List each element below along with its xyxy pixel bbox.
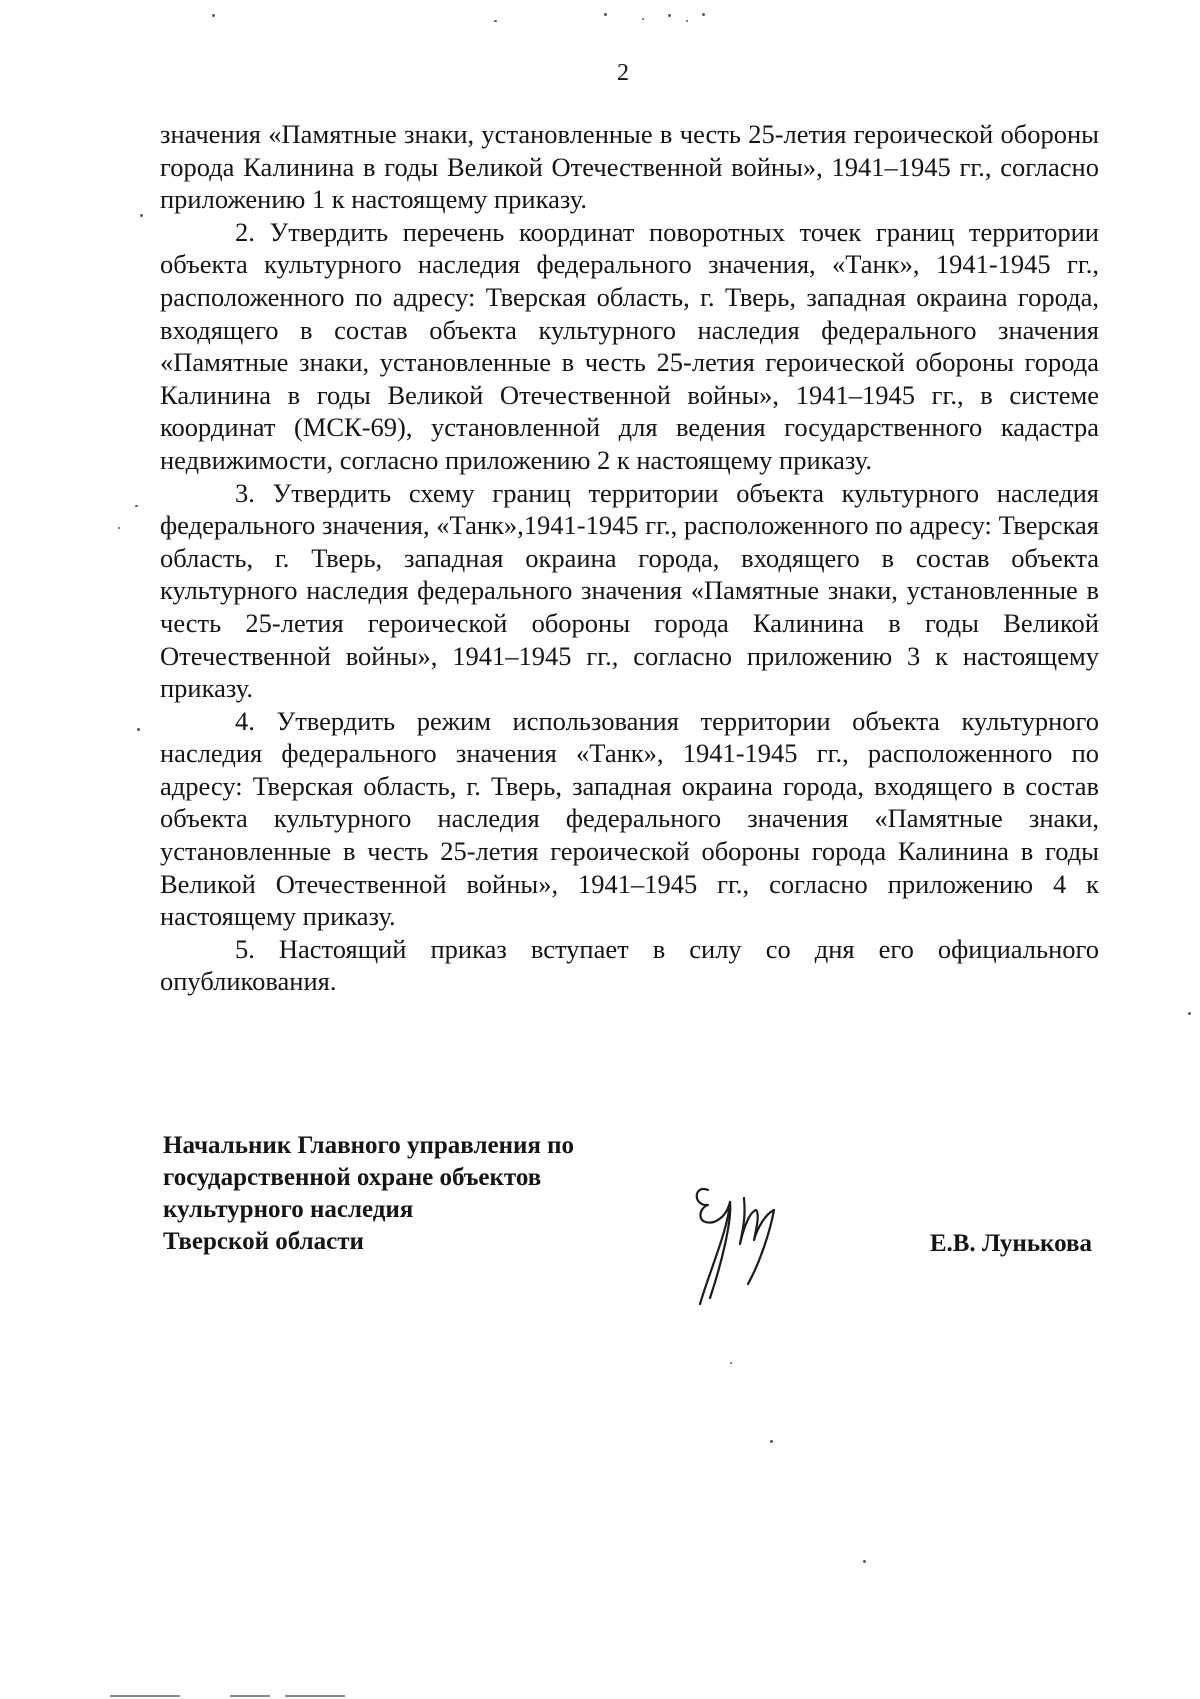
signatory-position-line: Тверской области <box>163 1228 364 1255</box>
scan-edge-mark <box>285 1695 345 1697</box>
paragraph-5: 5. Настоящий приказ вступает в силу со дня его официального опубликования. <box>160 933 1099 997</box>
page-number: 2 <box>617 60 629 86</box>
signatory-position-line: культурного наследия <box>163 1196 414 1223</box>
scan-edge-mark <box>110 1695 180 1697</box>
scan-speck <box>702 13 705 16</box>
document-body <box>160 118 1099 998</box>
paragraph-1-continuation: значения «Памятные знаки, установленные в честь 25-летия героической обороны города Калинина в годы Великой Отечественной войны», 1941–1945 гг., согласно приложению 1 к настоящему приказу. <box>160 119 1099 215</box>
scan-speck <box>686 20 688 22</box>
paragraph-3: 3. Утвердить схему границ территории объекта культурного наследия федерального значения, «Танк»,1941-1945 гг., расположенного по адресу: Тверская область, г. Тверь, западная окраина города, входящего в состав объекта культурного наследия федерального значения «Памятные знаки, установленные в честь 25-летия героической обороны города Калинина в годы Великой Отечественной войны», 1941–1945 гг., согласно приложению 3 к настоящему приказу. <box>160 477 1099 704</box>
signatory-name: Е.В. Лунькова <box>929 1230 1092 1257</box>
scan-speck <box>863 1560 866 1563</box>
scan-edge-mark <box>230 1695 270 1697</box>
scan-speck <box>642 18 644 20</box>
scan-speck <box>118 527 120 529</box>
scan-speck <box>770 1440 773 1443</box>
scan-speck <box>494 20 497 22</box>
scan-speck <box>212 14 215 17</box>
paragraph-2: 2. Утвердить перечень координат поворотных точек границ территории объекта культурного наследия федерального значения, «Танк», 1941-1945 гг., расположенного по адресу: Тверская область, г. Тверь, западная окраина города, входящего в состав объекта культурного наследия федерального значения «Памятные знаки, установленные в честь 25-летия героической обороны города Калинина в годы Великой Отечественной войны», 1941–1945 гг., в системе координат (МСК-69), установленной для ведения государственного кадастра недвижимости, согласно приложению 2 к настоящему приказу. <box>160 216 1099 475</box>
scan-speck <box>135 505 138 507</box>
signatory-position <box>163 1130 574 1258</box>
handwritten-signature <box>690 1180 840 1320</box>
paragraph-4: 4. Утвердить режим использования территории объекта культурного наследия федерального значения «Танк», 1941-1945 гг., расположенного по адресу: Тверская область, г. Тверь, западная окраина города, входящего в состав объекта культурного наследия федерального значения «Памятные знаки, установленные в честь 25-летия героической обороны города Калинина в годы Великой Отечественной войны», 1941–1945 гг., согласно приложению 4 к настоящему приказу. <box>160 705 1099 932</box>
scan-speck <box>730 1362 732 1364</box>
signatory-position-line: Начальник Главного управления по <box>163 1132 575 1159</box>
scan-speck <box>604 13 607 16</box>
scan-speck <box>668 14 671 17</box>
scan-speck <box>140 214 143 217</box>
scan-speck <box>137 728 140 731</box>
signatory-position-line: государственной охране объектов <box>163 1164 542 1191</box>
scan-speck <box>1188 1012 1191 1015</box>
